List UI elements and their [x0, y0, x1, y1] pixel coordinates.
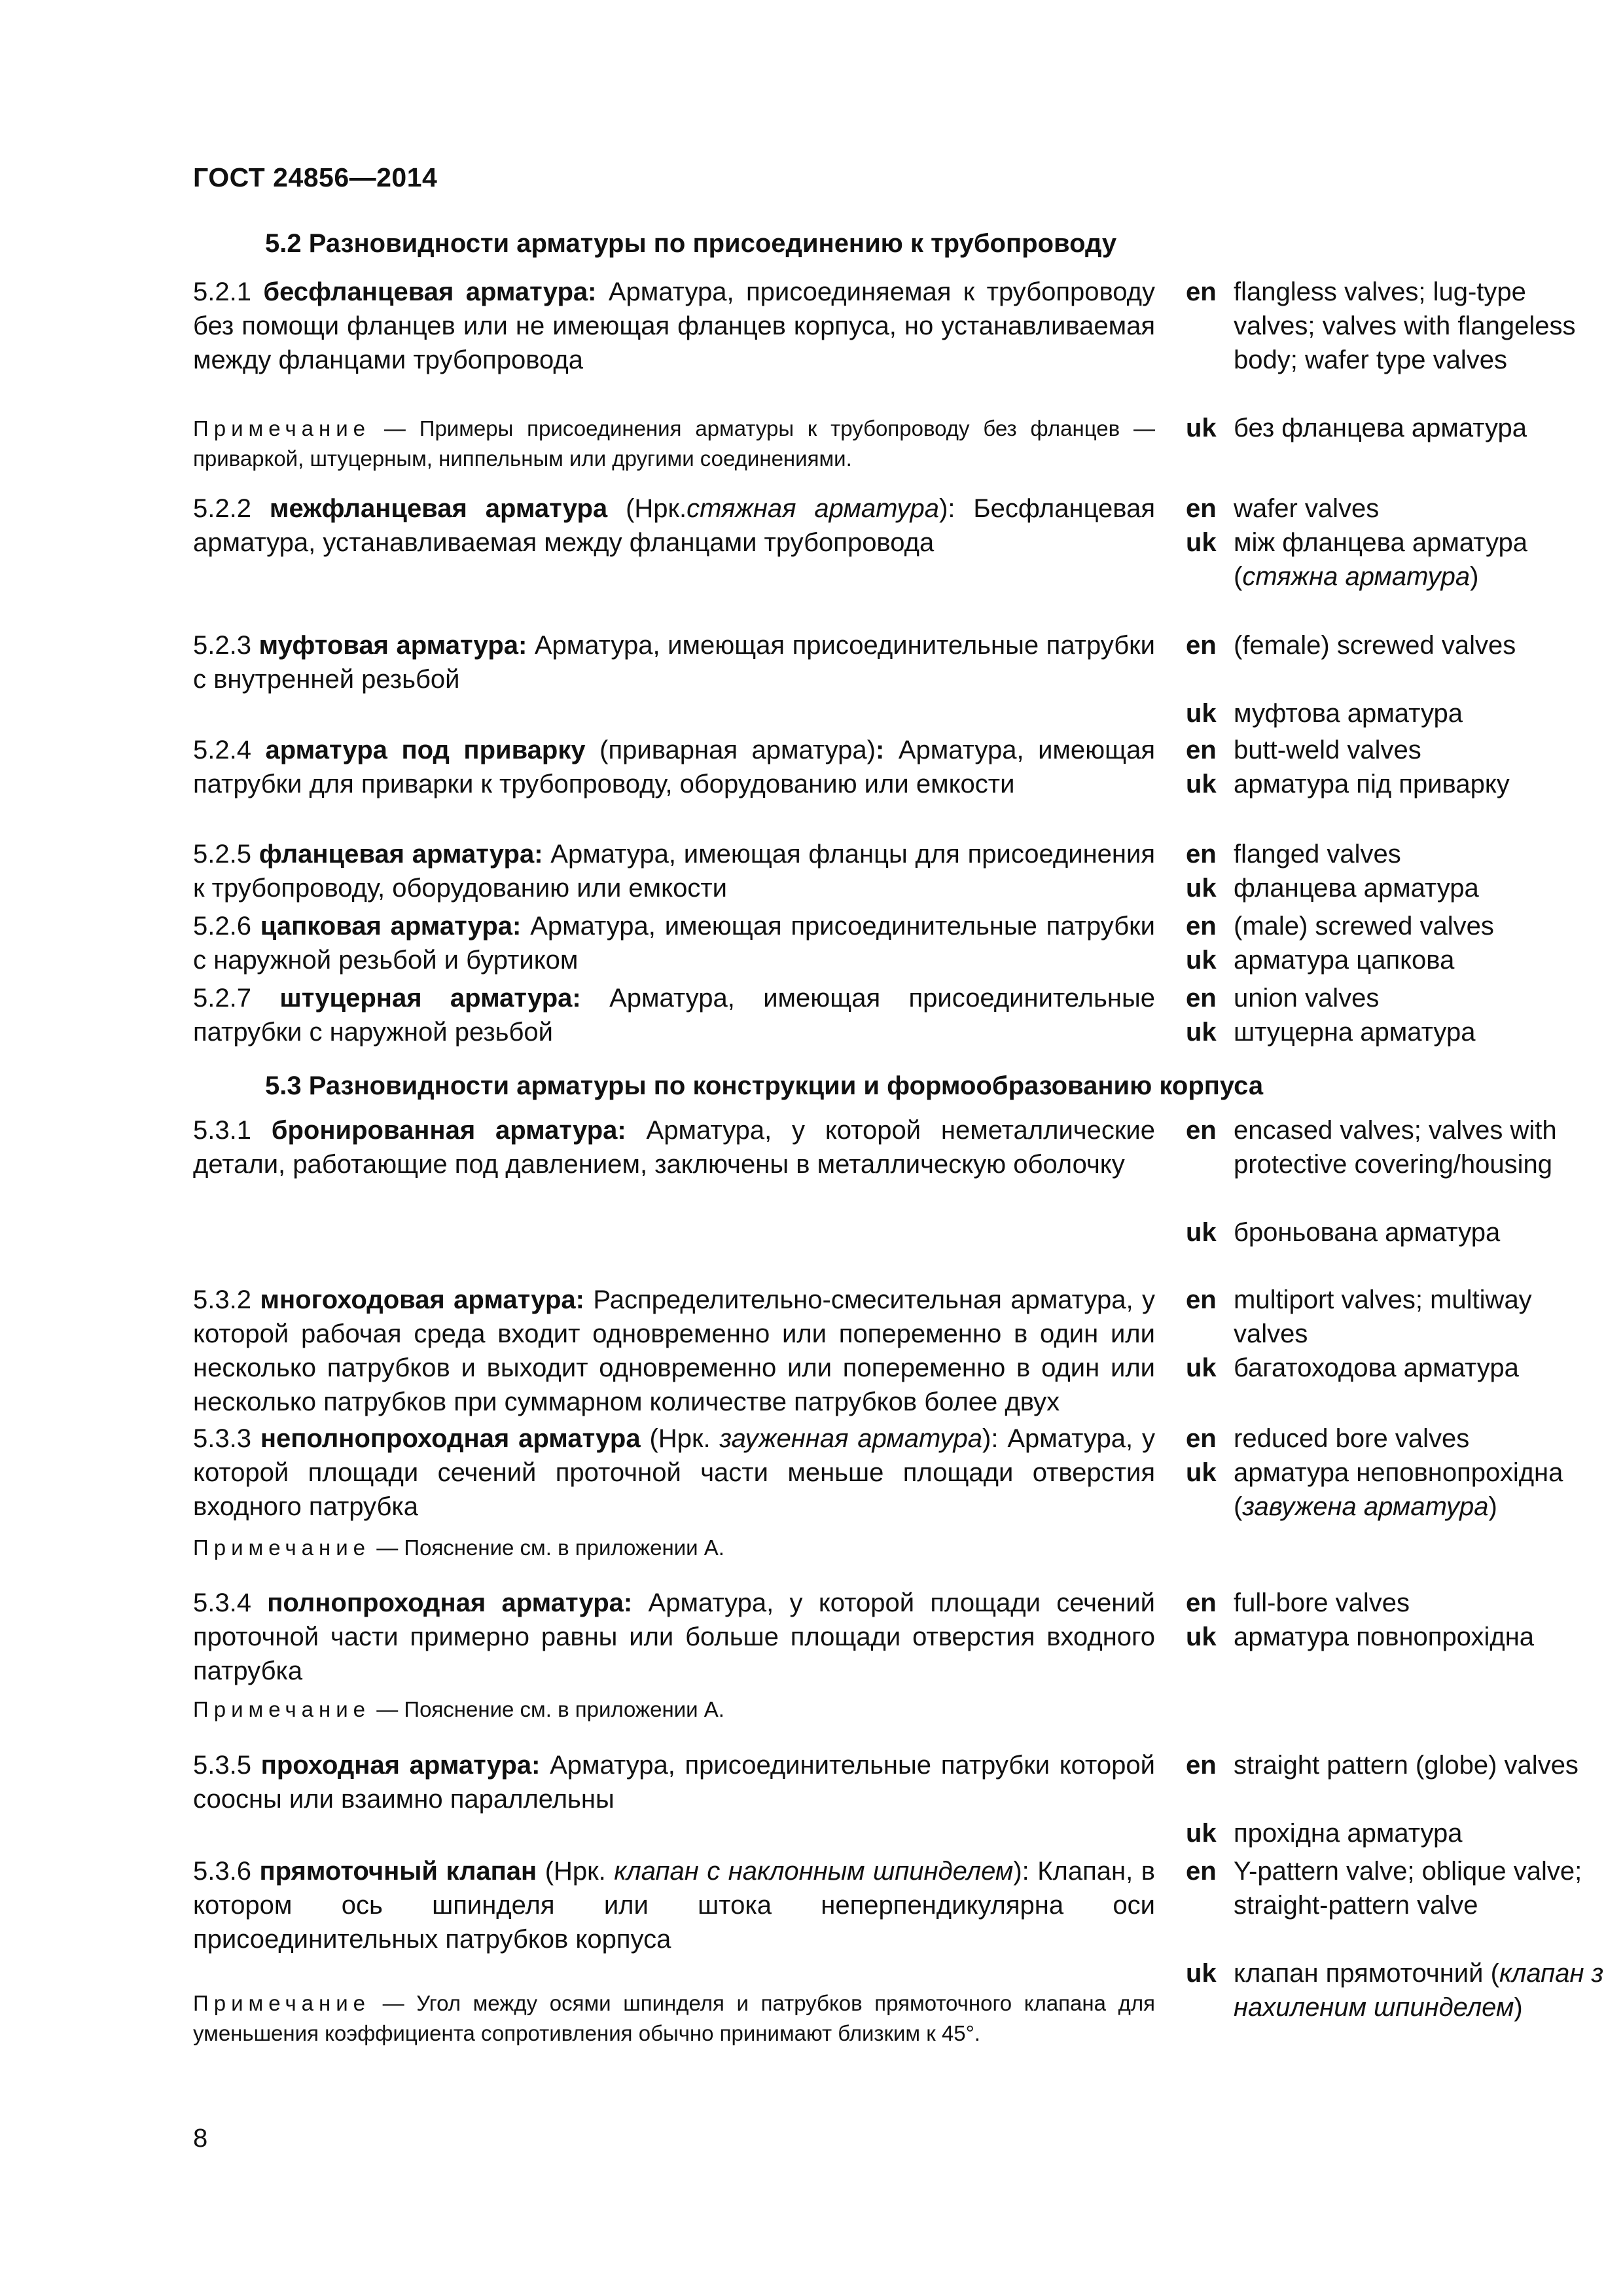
term-en-5-2-1	[1186, 275, 1611, 377]
entry-prefix: (Нрк.	[544, 1857, 606, 1886]
lang-code-uk: uk	[1186, 699, 1217, 728]
term-en-value: straight pattern (globe) valves	[1234, 1751, 1578, 1780]
document-header: ГОСТ 24856—2014	[193, 162, 438, 192]
lang-code-en: en	[1186, 1424, 1217, 1453]
term-en-value: butt-weld valves	[1234, 736, 1421, 764]
note-label: Примечание	[193, 416, 371, 440]
entry-definition: Арматура, у которой площади сечений проточной части меньше площади отверстия входного патрубка	[193, 1424, 1155, 1521]
term-uk-5-2-4	[1186, 767, 1611, 801]
entry-term: полнопроходная арматура:	[267, 1588, 633, 1617]
term-uk-alt: клапан з нахиленим шпинделем	[1234, 1959, 1604, 2022]
term-en-5-2-4	[1186, 733, 1611, 767]
entry-term: муфтовая арматура:	[259, 631, 527, 660]
entry-definition: Арматура, присоединяемая к трубопроводу без помощи фланцев или не имеющая фланцев корпуса, но устанавливаемая между фланцами трубопровода	[193, 278, 1156, 374]
entry-term: цапковая арматура:	[260, 912, 522, 941]
entry-definition: Арматура, имеющая присоединительные патрубки с внутренней резьбой	[193, 631, 1156, 694]
entry-number: 5.3.3	[193, 1424, 251, 1453]
entry-term: штуцерная арматура:	[279, 984, 581, 1013]
entry-suffix: ):	[1013, 1857, 1029, 1886]
note-text: — Примеры присоединения арматуры к трубопроводу без фланцев — приваркой, штуцерным, ниппельным или другими соединениями.	[193, 416, 1156, 471]
entry-number: 5.3.2	[193, 1285, 251, 1314]
term-uk-value: муфтова арматура	[1234, 699, 1463, 728]
term-uk-5-3-3	[1186, 1456, 1611, 1524]
term-uk-value: багатоходова арматура	[1234, 1354, 1519, 1382]
term-uk-5-2-3	[1186, 696, 1611, 730]
term-en-value: wafer valves	[1234, 494, 1380, 523]
entry-5-2-2	[193, 492, 1155, 560]
paren-open: (	[1490, 1959, 1499, 1988]
term-uk-value: арматура повнопрохідна	[1234, 1623, 1535, 1651]
term-uk-5-3-5	[1186, 1816, 1611, 1850]
term-uk-main: між фланцева арматура	[1234, 528, 1528, 557]
term-en-5-2-3	[1186, 628, 1611, 662]
term-uk-main: клапан прямоточний	[1234, 1959, 1484, 1988]
entry-alt-term: клапан с наклонным шпинделем	[614, 1857, 1014, 1886]
paren-close: )	[1488, 1492, 1497, 1521]
lang-code-en: en	[1186, 912, 1217, 941]
entry-5-3-3	[193, 1422, 1155, 1524]
section-title-5-3: 5.3 Разновидности арматуры по конструкции и формообразованию корпуса	[265, 1071, 1264, 1100]
term-en-5-3-1	[1186, 1113, 1611, 1181]
lang-code-uk: uk	[1186, 414, 1217, 442]
term-en-value: Y-pattern valve; oblique valve; straight-pattern valve	[1234, 1857, 1582, 1920]
term-uk-value	[1234, 1956, 1611, 2024]
lang-code-uk: uk	[1186, 874, 1217, 903]
entry-number: 5.2.3	[193, 631, 251, 660]
paren-close: )	[1470, 562, 1479, 591]
term-en-value: reduced bore valves	[1234, 1424, 1470, 1453]
entry-number: 5.3.1	[193, 1116, 251, 1145]
entry-5-3-5	[193, 1748, 1155, 1816]
term-en-5-3-4	[1186, 1586, 1611, 1620]
lang-code-uk: uk	[1186, 770, 1217, 798]
term-uk-value: броньована арматура	[1234, 1218, 1501, 1247]
term-uk-value: штуцерна арматура	[1234, 1018, 1476, 1047]
entry-number: 5.3.6	[193, 1857, 251, 1886]
lang-code-uk: uk	[1186, 946, 1217, 975]
lang-code-uk: uk	[1186, 528, 1217, 557]
lang-code-en: en	[1186, 494, 1217, 523]
term-uk-value: прохідна арматура	[1234, 1819, 1463, 1848]
note-5-3-4	[193, 1695, 1155, 1725]
entry-5-2-5	[193, 837, 1155, 905]
note-label: Примечание	[193, 1991, 371, 2015]
entry-term: межфланцевая арматура	[269, 494, 608, 523]
entry-mid: (приварная арматура)	[599, 736, 876, 764]
paren-open: (	[1234, 562, 1243, 591]
term-uk-value: без фланцева арматура	[1234, 414, 1527, 442]
term-uk-value: фланцева арматура	[1234, 874, 1479, 903]
lang-code-uk: uk	[1186, 1959, 1217, 1988]
lang-code-en: en	[1186, 736, 1217, 764]
term-uk-5-3-2	[1186, 1351, 1611, 1385]
note-5-2-1	[193, 414, 1155, 474]
entry-definition: Арматура, имеющая присоединительные патрубки с наружной резьбой	[193, 984, 1155, 1047]
lang-code-uk: uk	[1186, 1018, 1217, 1047]
entry-term: прямоточный клапан	[259, 1857, 537, 1886]
entry-number: 5.2.5	[193, 840, 251, 869]
term-en-value: full-bore valves	[1234, 1588, 1410, 1617]
entry-suffix: ):	[939, 494, 955, 523]
page-number: 8	[193, 2124, 208, 2153]
term-uk-5-2-5	[1186, 871, 1611, 905]
entry-suffix: ):	[982, 1424, 999, 1453]
lang-code-uk: uk	[1186, 1354, 1217, 1382]
entry-definition: Клапан, в котором ось шпинделя или штока неперпендикулярна оси присоединительных патрубков корпуса	[193, 1857, 1155, 1954]
entry-term: многоходовая арматура:	[260, 1285, 584, 1314]
entry-term: неполнопроходная арматура	[260, 1424, 641, 1453]
entry-term: бесфланцевая арматура:	[263, 278, 597, 306]
entry-definition: Арматура, имеющая фланцы для присоединения к трубопроводу, оборудованию или емкости	[193, 840, 1155, 903]
term-en-5-3-2	[1186, 1283, 1611, 1351]
term-en-value: flangless valves; lug-type valves; valves with flangeless body; wafer type valves	[1234, 278, 1576, 374]
entry-5-3-4	[193, 1586, 1155, 1688]
term-uk-value: арматура під приварку	[1234, 770, 1510, 798]
lang-code-en: en	[1186, 984, 1217, 1013]
entry-number: 5.2.2	[193, 494, 251, 523]
entry-number: 5.2.7	[193, 984, 251, 1013]
note-5-3-3	[193, 1533, 1155, 1563]
paren-close: )	[1514, 1993, 1523, 2022]
lang-code-uk: uk	[1186, 1458, 1217, 1487]
term-uk-5-2-2	[1186, 526, 1611, 594]
term-uk-5-3-4	[1186, 1620, 1611, 1654]
entry-alt-term: зауженная арматура	[719, 1424, 982, 1453]
entry-definition: Арматура, присоединительные патрубки которой соосны или взаимно параллельны	[193, 1751, 1155, 1814]
term-en-value: multiport valves; multiway valves	[1234, 1285, 1532, 1348]
entry-5-2-3	[193, 628, 1155, 696]
term-en-value: (female) screwed valves	[1234, 631, 1516, 660]
entry-5-2-6	[193, 909, 1155, 977]
entry-term: фланцевая арматура:	[259, 840, 543, 869]
entry-5-2-4	[193, 733, 1155, 801]
note-label: Примечание	[193, 1697, 371, 1721]
lang-code-en: en	[1186, 840, 1217, 869]
term-en-5-2-6	[1186, 909, 1611, 943]
lang-code-en: en	[1186, 1857, 1217, 1886]
term-en-value: union valves	[1234, 984, 1380, 1013]
lang-code-en: en	[1186, 1116, 1217, 1145]
term-uk-main: арматура неповнопрохідна	[1234, 1458, 1563, 1487]
lang-code-en: en	[1186, 278, 1217, 306]
lang-code-en: en	[1186, 631, 1217, 660]
lang-code-en: en	[1186, 1751, 1217, 1780]
entry-5-2-7	[193, 981, 1155, 1049]
entry-definition: Арматура, имеющая присоединительные патрубки с наружной резьбой и буртиком	[193, 912, 1156, 975]
entry-definition: Арматура, у которой площади сечений проточной части примерно равны или больше площади отверстия входного патрубка	[193, 1588, 1155, 1685]
entry-number: 5.3.4	[193, 1588, 251, 1617]
lang-code-uk: uk	[1186, 1819, 1217, 1848]
entry-prefix: (Нрк.	[626, 494, 687, 523]
entry-number: 5.2.4	[193, 736, 251, 764]
term-uk-5-2-7	[1186, 1015, 1611, 1049]
term-uk-5-2-1	[1186, 411, 1611, 445]
entry-colon: :	[876, 736, 885, 764]
term-uk-alt: стяжна арматура	[1242, 562, 1471, 591]
term-en-5-2-7	[1186, 981, 1611, 1015]
entry-term: арматура под приварку	[265, 736, 586, 764]
term-en-value: encased valves; valves with protective covering/housing	[1234, 1116, 1557, 1179]
note-text: — Угол между осями шпинделя и патрубков прямоточного клапана для уменьшения коэффициента сопротивления обычно принимают близким к 45°.	[193, 1991, 1155, 2045]
term-en-5-2-5	[1186, 837, 1611, 871]
entry-definition: Бесфланцевая арматура, устанавливаемая между фланцами трубопровода	[193, 494, 1156, 557]
term-en-value: flanged valves	[1234, 840, 1401, 869]
note-text: — Пояснение см. в приложении А.	[376, 1697, 724, 1721]
term-en-5-3-5	[1186, 1748, 1611, 1782]
note-5-3-6	[193, 1988, 1155, 2049]
term-en-value: (male) screwed valves	[1234, 912, 1494, 941]
term-uk-value: арматура цапкова	[1234, 946, 1455, 975]
entry-5-2-1	[193, 275, 1155, 377]
entry-5-3-2	[193, 1283, 1155, 1419]
term-en-5-3-3	[1186, 1422, 1611, 1456]
entry-definition: Арматура, имеющая патрубки для приварки к трубопроводу, оборудованию или емкости	[193, 736, 1155, 798]
entry-term: бронированная арматура:	[271, 1116, 626, 1145]
entry-alt-term: стяжная арматура	[687, 494, 940, 523]
paren-open: (	[1234, 1492, 1243, 1521]
entry-5-3-1	[193, 1113, 1155, 1181]
entry-prefix: (Нрк.	[649, 1424, 711, 1453]
term-uk-5-2-6	[1186, 943, 1611, 977]
term-uk-5-3-1	[1186, 1215, 1611, 1249]
note-text: — Пояснение см. в приложении А.	[376, 1535, 724, 1560]
term-uk-5-3-6	[1186, 1956, 1611, 2024]
term-en-5-3-6	[1186, 1854, 1611, 1922]
note-label: Примечание	[193, 1535, 371, 1560]
lang-code-uk: uk	[1186, 1218, 1217, 1247]
entry-5-3-6	[193, 1854, 1155, 1956]
term-uk-alt: завужена арматура	[1242, 1492, 1489, 1521]
entry-number: 5.2.6	[193, 912, 251, 941]
term-uk-value	[1234, 1456, 1611, 1524]
entry-definition: Арматура, у которой неметаллические детали, работающие под давлением, заключены в металлическую оболочку	[193, 1116, 1155, 1179]
entry-number: 5.3.5	[193, 1751, 251, 1780]
lang-code-en: en	[1186, 1588, 1217, 1617]
entry-term: проходная арматура:	[260, 1751, 541, 1780]
lang-code-en: en	[1186, 1285, 1217, 1314]
term-uk-value	[1234, 526, 1611, 594]
entry-definition: Распределительно-смесительная арматура, у которой рабочая среда входит одновременно или попеременно в один или несколько патрубков и выходит одновременно или попеременно в один или несколько патрубков при суммарном количестве патрубков более двух	[193, 1285, 1155, 1416]
section-title-5-2: 5.2 Разновидности арматуры по присоединению к трубопроводу	[265, 229, 1117, 258]
lang-code-uk: uk	[1186, 1623, 1217, 1651]
entry-number: 5.2.1	[193, 278, 251, 306]
term-en-5-2-2	[1186, 492, 1611, 526]
